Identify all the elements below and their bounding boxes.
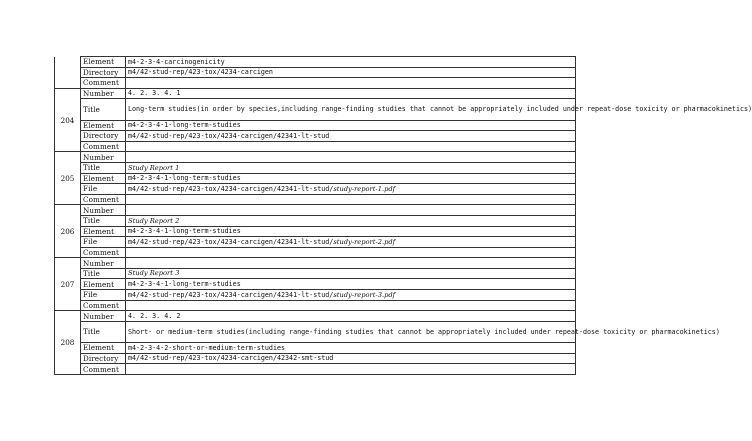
field-label: Number xyxy=(81,205,126,216)
table-row xyxy=(55,215,576,226)
table-row xyxy=(55,67,576,78)
field-value: 4. 2. 3. 4. 1 xyxy=(126,88,576,99)
field-value: Study Report 1 xyxy=(126,162,576,173)
table-row xyxy=(55,205,576,216)
field-label: Comment xyxy=(81,141,126,152)
field-label: Number xyxy=(81,311,126,322)
file-path-prefix: m4/42-stud-rep/423-tox/4234-carcigen/42341-lt-stud/ xyxy=(128,184,334,193)
table-row xyxy=(55,78,576,89)
field-label: Comment xyxy=(81,194,126,205)
table-row xyxy=(55,120,576,131)
table-row xyxy=(55,194,576,205)
table-row xyxy=(55,226,576,237)
field-value xyxy=(126,258,576,269)
row-number-cell: 205 xyxy=(55,152,81,205)
field-label: File xyxy=(81,237,126,248)
field-value: Long-term studies(in order by species,including range-finding studies that cannot be appropriately included under repeat-dose toxicity or pharmacokinetics) xyxy=(126,99,576,120)
field-label: Directory xyxy=(81,353,126,364)
table-row xyxy=(55,152,576,163)
file-path xyxy=(126,184,576,195)
file-path-prefix: m4/42-stud-rep/423-tox/4234-carcigen/42341-lt-stud/ xyxy=(128,237,334,246)
field-value: Study Report 3 xyxy=(126,268,576,279)
field-label: Element xyxy=(81,57,126,68)
field-value: m4-2-3-4-1-long-term-studies xyxy=(126,120,576,131)
field-value: m4/42-stud-rep/423-tox/4234-carcigen/42341-lt-stud xyxy=(126,131,576,142)
field-label: Directory xyxy=(81,131,126,142)
file-name: study-report-1.pdf xyxy=(333,184,396,193)
file-name: study-report-2.pdf xyxy=(333,237,396,246)
field-value: m4-2-3-4-carcinogenicity xyxy=(126,57,576,68)
field-value xyxy=(126,205,576,216)
ectd-element-table xyxy=(54,56,752,375)
table-row xyxy=(55,131,576,142)
row-number-cell: 206 xyxy=(55,205,81,258)
field-label: Element xyxy=(81,279,126,290)
table-row xyxy=(55,141,576,152)
field-value: Short- or medium-term studies(including range-finding studies that cannot be appropriately included under repeat-dose toxicity or pharmacokinetics) xyxy=(126,321,576,342)
table-row xyxy=(55,258,576,269)
field-label: Element xyxy=(81,120,126,131)
field-value: m4/42-stud-rep/423-tox/4234-carcigen/42342-smt-stud xyxy=(126,353,576,364)
table-row xyxy=(55,343,576,354)
row-number-cell: 208 xyxy=(55,311,81,375)
table-row xyxy=(55,279,576,290)
table-row xyxy=(55,364,576,375)
field-label: Title xyxy=(81,99,126,120)
field-value: Study Report 2 xyxy=(126,215,576,226)
row-number-cell xyxy=(55,57,81,89)
field-label: Number xyxy=(81,88,126,99)
table-row xyxy=(55,321,576,342)
table-row xyxy=(55,99,576,120)
field-value: m4-2-3-4-1-long-term-studies xyxy=(126,226,576,237)
field-label: Comment xyxy=(81,300,126,311)
field-value xyxy=(126,364,576,375)
table-row xyxy=(55,300,576,311)
field-value xyxy=(126,152,576,163)
row-number-cell: 207 xyxy=(55,258,81,311)
field-value xyxy=(126,141,576,152)
field-value: 4. 2. 3. 4. 2 xyxy=(126,311,576,322)
field-label: Title xyxy=(81,215,126,226)
field-value xyxy=(126,300,576,311)
table-row xyxy=(55,173,576,184)
table-row xyxy=(55,162,576,173)
field-label: Directory xyxy=(81,67,126,78)
field-label: Element xyxy=(81,226,126,237)
field-label: Comment xyxy=(81,247,126,258)
table-row xyxy=(55,353,576,364)
field-value xyxy=(126,78,576,89)
field-label: Element xyxy=(81,343,126,354)
file-path xyxy=(126,237,576,248)
field-value xyxy=(126,247,576,258)
table-row xyxy=(55,311,576,322)
field-label: Title xyxy=(81,268,126,279)
table-row xyxy=(55,57,576,68)
field-label: File xyxy=(81,290,126,301)
field-label: Element xyxy=(81,173,126,184)
field-label: Comment xyxy=(81,78,126,89)
field-label: Number xyxy=(81,258,126,269)
file-name: study-report-3.pdf xyxy=(333,290,396,299)
field-label: Title xyxy=(81,321,126,342)
table-row xyxy=(55,184,576,195)
field-value xyxy=(126,194,576,205)
table-row xyxy=(55,237,576,248)
field-label: Title xyxy=(81,162,126,173)
field-label: Number xyxy=(81,152,126,163)
file-path xyxy=(126,290,576,301)
table-row xyxy=(55,290,576,301)
file-path-prefix: m4/42-stud-rep/423-tox/4234-carcigen/42341-lt-stud/ xyxy=(128,290,334,299)
table-row xyxy=(55,247,576,258)
field-label: Comment xyxy=(81,364,126,375)
table-row xyxy=(55,268,576,279)
document-page xyxy=(54,56,752,375)
field-value: m4-2-3-4-1-long-term-studies xyxy=(126,173,576,184)
field-value: m4-2-3-4-1-long-term-studies xyxy=(126,279,576,290)
table-row xyxy=(55,88,576,99)
field-label: File xyxy=(81,184,126,195)
field-value: m4-2-3-4-2-short-or-medium-term-studies xyxy=(126,343,576,354)
row-number-cell: 204 xyxy=(55,88,81,152)
field-value: m4/42-stud-rep/423-tox/4234-carcigen xyxy=(126,67,576,78)
